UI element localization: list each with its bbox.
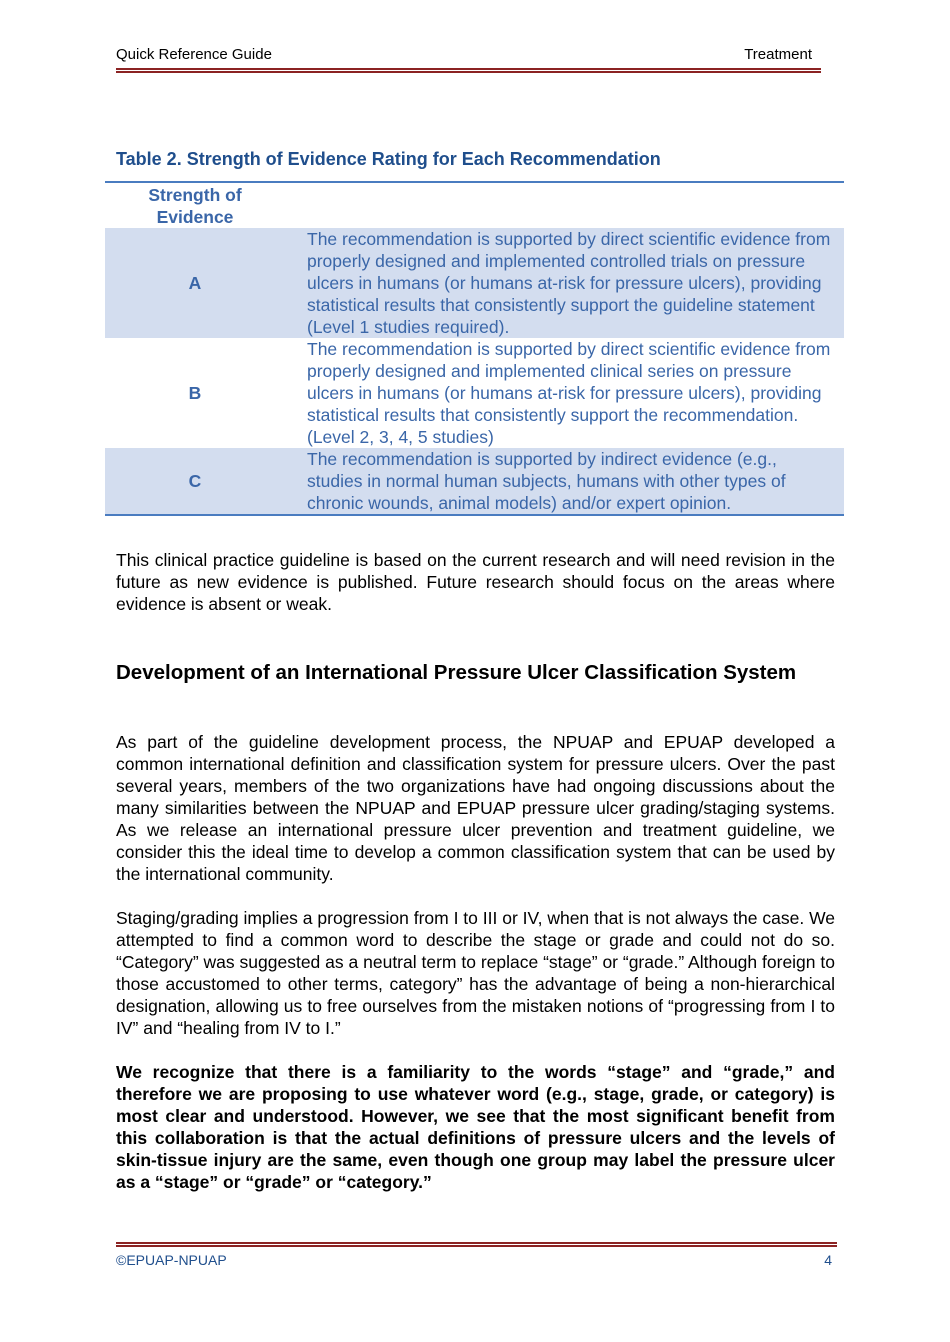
grade-cell: A — [105, 228, 285, 338]
paragraph-staging: Staging/grading implies a progression from I to III or IV, when that is not always the case. We attempted to find a common word to describe the stage or grade and could not do so. “Category” was suggested as a neutral term to replace “stage” or “grade.” Although foreign to those accustomed to other terms, category” has the advantage of being a non-hierarchical designation, allowing us to free ourselves from the mistaken notions of “progressing from I to IV” and “healing from IV to I.” — [116, 908, 835, 1038]
intro-paragraph: This clinical practice guideline is based on the current research and will need revision in the future as new evidence is published. Future research should focus on the areas where evidence is absent or weak. — [116, 550, 835, 614]
evidence-table — [105, 181, 844, 516]
description-cell: The recommendation is supported by direct scientific evidence from properly designed and implemented clinical series on pressure ulcers in humans (or humans at-risk for pressure ulcers), providing statistical results that consistently support the recommendation. (Level 2, 3, 4, 5 studies) — [307, 339, 831, 447]
header-section: Treatment — [744, 46, 812, 63]
table-caption: Table 2. Strength of Evidence Rating for Each Recommendation — [116, 149, 661, 169]
table-row — [105, 338, 844, 448]
table-header-row — [105, 182, 844, 228]
table-row — [105, 228, 844, 338]
column-header-blank — [285, 182, 844, 228]
paragraph-recognition: We recognize that there is a familiarity to the words “stage” and “grade,” and therefore we are proposing to use whatever word (e.g., stage, grade, or category) is most clear and understood. However, we see that the most significant benefit from this collaboration is that the actual definitions of pressure ulcers and the levels of skin-tissue injury are the same, even though one group may label the pressure ulcer as a “stage” or “grade” or “category.” — [116, 1062, 835, 1192]
grade-cell: B — [188, 383, 202, 403]
footer-rule — [116, 1242, 837, 1247]
table-row — [105, 448, 844, 515]
header-rule — [116, 68, 821, 73]
footer-copyright: ©EPUAP-NPUAP — [116, 1252, 227, 1268]
paragraph-classification: As part of the guideline development process, the NPUAP and EPUAP developed a common international definition and classification system for pressure ulcers. Over the past several years, members of the two organizations have had ongoing discussions about the many similarities between the NPUAP and EPUAP pressure ulcer grading/staging systems. As we release an international pressure ulcer prevention and treatment guideline, we consider this the ideal time to develop a common classification system that can be used by the international community. — [116, 732, 835, 884]
description-cell: The recommendation is supported by direct scientific evidence from properly designed and implemented controlled trials on pressure ulcers in humans (or humans at-risk for pressure ulcers), providing statistical results that consistently support the guideline statement (Level 1 studies required). — [285, 228, 844, 338]
page-number: 4 — [824, 1252, 832, 1268]
grade-cell: C — [105, 448, 285, 515]
header-title: Quick Reference Guide — [116, 46, 272, 63]
section-heading: Development of an International Pressure Ulcer Classification System — [116, 661, 797, 684]
description-cell: The recommendation is supported by indirect evidence (e.g., studies in normal human subjects, humans with other types of chronic wounds, animal models) and/or expert opinion. — [285, 448, 844, 515]
column-header-strength: Strength of Evidence — [105, 182, 285, 228]
